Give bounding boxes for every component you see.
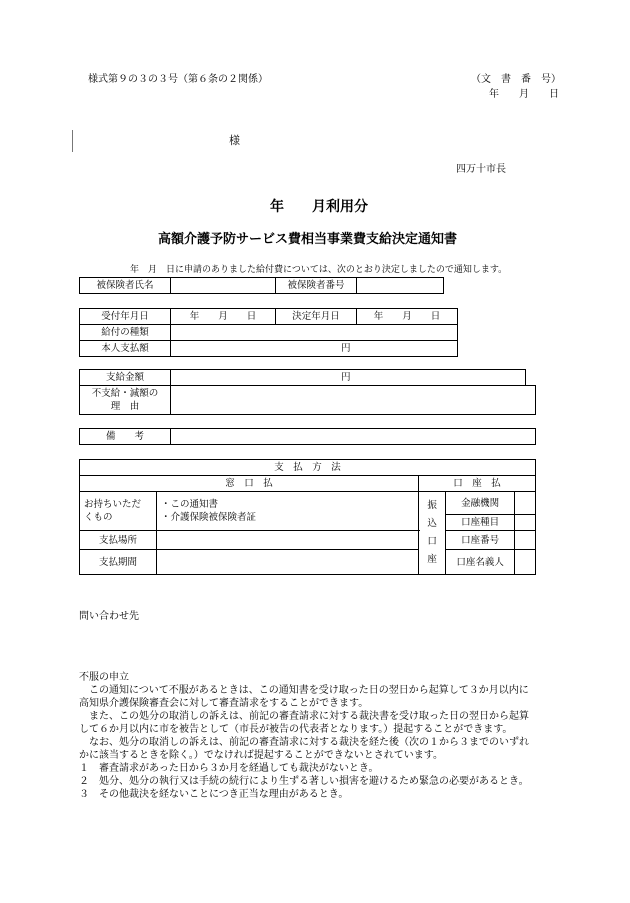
account-number-label: 口座番号 — [446, 531, 515, 550]
benefit-type-value[interactable] — [171, 325, 458, 341]
document-number: （文 書 番 号） — [471, 74, 561, 85]
objection-notice — [79, 671, 529, 801]
account-payment-header: 口 座 払 — [419, 476, 536, 492]
remarks-table — [79, 428, 536, 445]
payment-place-value[interactable] — [157, 531, 419, 550]
payment-period-value[interactable] — [157, 550, 419, 575]
payment-period-label: 支払期間 — [80, 550, 157, 575]
received-date-value[interactable]: 年 月 日 — [171, 309, 276, 325]
transfer-char-1: 振 — [427, 500, 437, 511]
objection-line: １ 審査請求があった日から３か月を経過しても裁決がないとき。 — [79, 763, 379, 774]
account-type-label: 口座種目 — [446, 515, 515, 531]
reason-label-line1: 不支給・減額の — [91, 388, 159, 399]
objection-line: ３ その他裁決を経ないことにつき正当な理由があるとき。 — [79, 789, 349, 800]
objection-line: かに該当するときを除く。）でなければ提起することができないとされています。 — [79, 750, 443, 761]
payment-table — [79, 369, 536, 415]
objection-line: ２ 処分、処分の執行又は手続の続行により生ずる著しい損害を避けるため緊急の必要があるとき。 — [79, 776, 529, 787]
inquiry-label: 問い合わせ先 — [79, 611, 139, 622]
decision-date-label: 決定年月日 — [276, 309, 357, 325]
payment-amount-unit: 円 — [171, 370, 526, 386]
benefit-type-label: 給付の種類 — [80, 325, 171, 341]
objection-line: なお、処分の取消しの訴えは、前記の審査請求に対する裁決を経た後（次の１から３までのいずれ — [79, 737, 529, 748]
window-payment-header: 窓 口 払 — [80, 476, 419, 492]
insured-number-value[interactable] — [357, 278, 444, 294]
account-holder-label: 口座名義人 — [446, 550, 515, 575]
remarks-label: 備 考 — [80, 429, 171, 445]
payment-amount-label: 支給金額 — [80, 370, 171, 386]
payment-method-header: 支 払 方 法 — [80, 460, 536, 476]
self-pay-label: 本人支払額 — [80, 341, 171, 357]
insured-name-label: 被保険者氏名 — [80, 278, 171, 294]
bring-item-2: ・介護保険被保険者証 — [161, 512, 257, 523]
insured-table — [79, 277, 444, 294]
insured-number-label: 被保険者番号 — [276, 278, 357, 294]
reason-label — [80, 386, 171, 415]
issuer-name: 四万十市長 — [456, 164, 506, 175]
bring-items-list — [157, 492, 419, 531]
objection-line: 高知県介護保険審査会に対して審査請求をすることができます。 — [79, 698, 369, 709]
self-pay-unit: 円 — [171, 341, 458, 357]
decision-date-value[interactable]: 年 月 日 — [357, 309, 458, 325]
transfer-account-label — [419, 492, 446, 575]
bring-label-line2: くもの — [84, 512, 113, 523]
objection-line: して６か月以内に市を被告として（市長が被告の代表者となります。）提起することができます。 — [79, 724, 513, 735]
objection-heading: 不服の申立 — [79, 672, 129, 683]
transfer-char-3: 口 — [427, 536, 437, 547]
account-holder-value[interactable] — [515, 550, 536, 575]
insured-name-value[interactable] — [171, 278, 276, 294]
recipient-suffix: 様 — [229, 134, 240, 147]
bank-label: 金融機関 — [446, 492, 515, 515]
bring-item-1: ・この通知書 — [161, 499, 219, 510]
remarks-value[interactable] — [171, 429, 536, 445]
payment-place-label: 支払場所 — [80, 531, 157, 550]
reason-value[interactable] — [171, 386, 536, 415]
document-title: 高額介護予防サービス費相当事業費支給決定通知書 — [158, 232, 458, 247]
objection-line: この通知について不服があるときは、この通知書を受け取った日の翌日から起算して３か月以内に — [79, 685, 529, 696]
transfer-char-2: 込 — [427, 518, 437, 529]
issue-date: 年 月 日 — [489, 89, 559, 100]
transfer-char-4: 座 — [427, 554, 437, 565]
account-type-value[interactable] — [515, 515, 536, 531]
bring-label-line1: お持ちいただ — [84, 499, 142, 510]
received-date-label: 受付年月日 — [80, 309, 171, 325]
bank-value[interactable] — [515, 492, 536, 515]
margin-line — [72, 130, 73, 152]
receipt-table — [79, 308, 458, 357]
usage-period: 年 月利用分 — [270, 199, 368, 215]
intro-text: 年 月 日に申請のありました給付費については、次のとおり決定しましたので通知します。 — [130, 265, 508, 275]
bring-items-label — [80, 492, 157, 531]
payment-method-table — [79, 459, 536, 575]
account-number-value[interactable] — [515, 531, 536, 550]
objection-line: また、この処分の取消しの訴えは、前記の審査請求に対する裁決書を受け取った日の翌日から起算 — [79, 711, 529, 722]
form-number: 様式第９の３の３号（第６条の２関係） — [88, 74, 268, 85]
reason-label-line2: 理 由 — [110, 401, 140, 412]
